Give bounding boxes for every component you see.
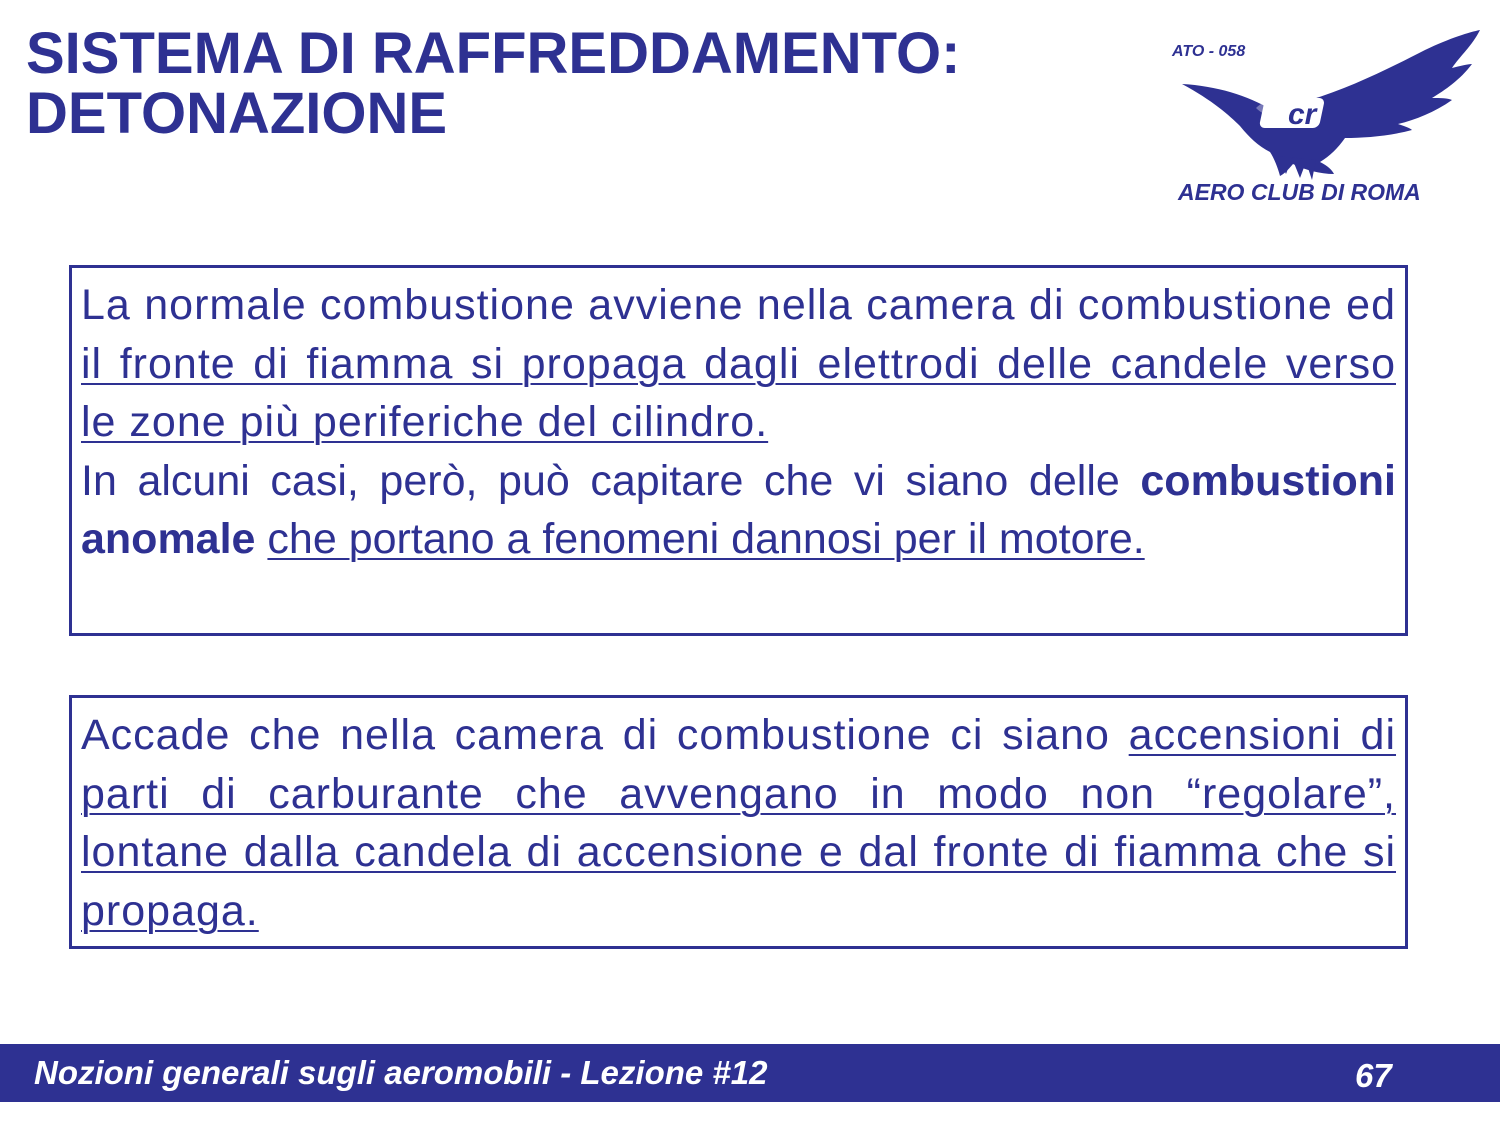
title-line-2: DETONAZIONE [26,81,448,146]
logo-emblem-icon: cr [1288,98,1317,131]
logo-code: ATO - 058 [1172,43,1246,60]
text-anomalous-combustion: combustioni anomale [81,456,1396,564]
text-irregular-ignition: accensioni di parti di carburante che avvengano in modo non “regolare”, lontane dalla candela di accensione e dal fronte di fiamma che si propaga. [81,711,1397,935]
footer-bar [0,1044,1500,1102]
slide-title [26,21,1126,146]
paragraph-normal-combustion [81,276,1396,452]
page-number: 67 [1355,1057,1392,1094]
aero-club-logo [1160,28,1490,213]
title-line-1: SISTEMA DI RAFFREDDAMENTO: [26,21,961,86]
text-combustion-chamber: Accade che nella camera di combustione ci siano [81,711,1129,759]
logo-club-name: AERO CLUB DI ROMA [1178,179,1421,205]
text-some-cases: In alcuni casi, però, può capitare che vi siano delle [81,456,1141,505]
content-box-normal-combustion [69,265,1408,636]
text-normal-combustion: La normale combustione avviene nella camera di combustione ed [81,281,1396,329]
text-flame-front: il fronte di fiamma si propaga dagli elettrodi delle candele verso le zone più periferiche del cilindro. [81,339,1396,447]
paragraph-anomalous-combustion [81,452,1396,569]
paragraph-detonation [81,706,1396,940]
content-box-detonation [69,695,1408,949]
text-harmful-effects: che portano a fenomeni dannosi per il motore. [267,515,1145,564]
eagle-icon [1160,28,1490,213]
footer-title: Nozioni generali sugli aeromobili - Lezione #12 [34,1054,768,1091]
